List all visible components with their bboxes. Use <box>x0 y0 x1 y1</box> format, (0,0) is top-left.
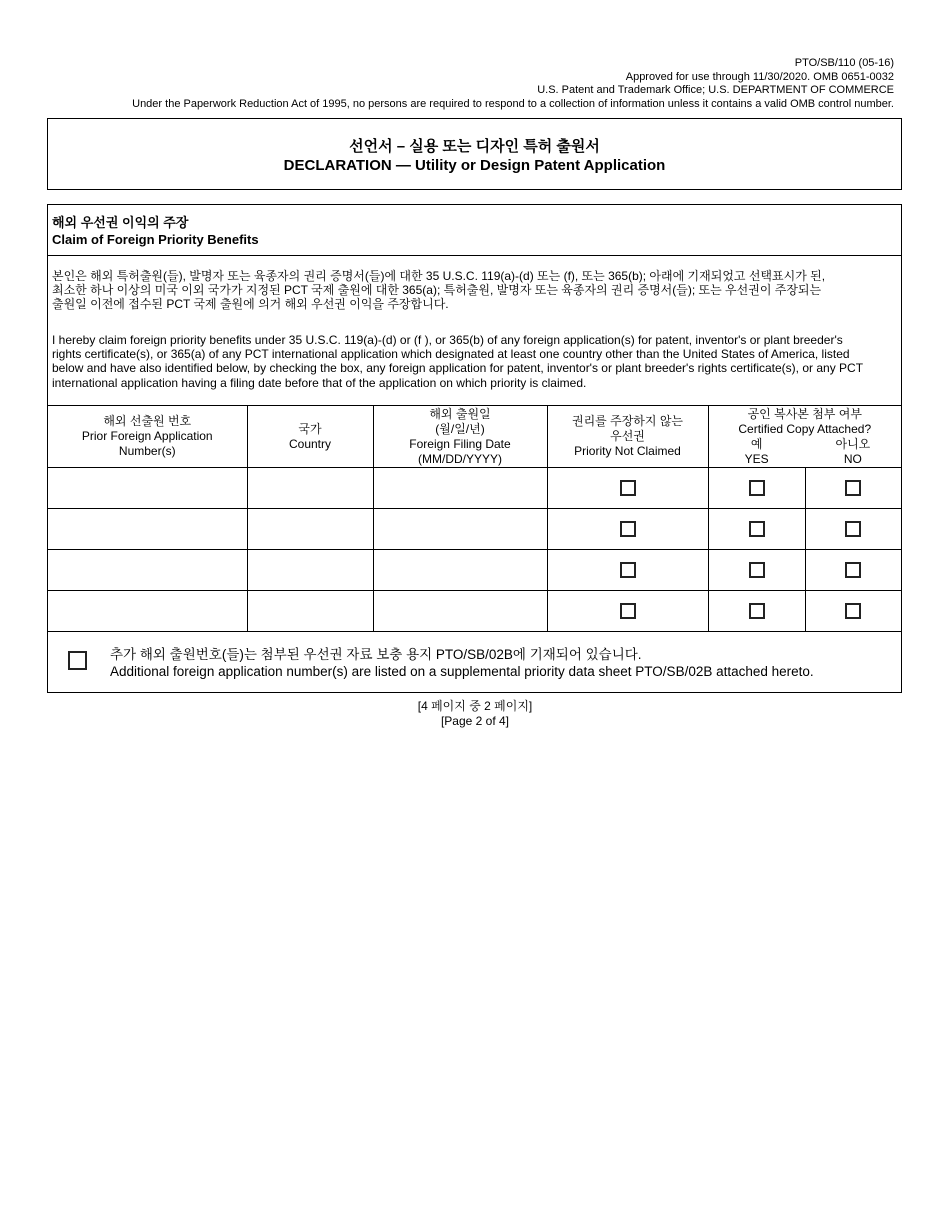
header-label: (월/일/년) <box>435 421 485 436</box>
country-field[interactable] <box>247 509 373 550</box>
title-english: DECLARATION — Utility or Design Patent Application <box>283 157 666 174</box>
additional-applications-row <box>48 630 901 692</box>
table-row <box>48 591 901 632</box>
header-label: Foreign Filing Date <box>409 436 511 451</box>
certified-yes-checkbox[interactable] <box>749 562 765 578</box>
paragraph-line: 최소한 하나 이상의 미국 이외 국가가 지정된 PCT 국제 출원에 대한 365(a); 특허출원, 발명자 또는 육종자의 권리 증명서(들); 또는 우선권이 주장되는 <box>52 283 822 298</box>
table-header-row <box>48 406 901 468</box>
table-row <box>48 468 901 509</box>
header-label: 공인 복사본 첨부 여부 <box>747 406 862 421</box>
col-header-priority-not-claimed <box>547 406 708 468</box>
header-label: (MM/DD/YYYY) <box>418 451 502 466</box>
priority-not-claimed-cell <box>547 591 708 632</box>
certified-no-cell <box>805 509 901 550</box>
yes-label: YES <box>744 451 769 466</box>
priority-not-claimed-checkbox[interactable] <box>620 562 636 578</box>
certified-yes-checkbox[interactable] <box>749 521 765 537</box>
header-label: 권리를 주장하지 않는 <box>572 414 683 428</box>
certified-yes-cell <box>708 591 805 632</box>
header-label: 해외 출원일 <box>429 406 491 421</box>
header-label: Certified Copy Attached? <box>738 421 872 436</box>
title-korean: 선언서 – 실용 또는 디자인 특허 출원서 <box>349 138 600 155</box>
yes-no-korean <box>709 437 902 452</box>
priority-table <box>48 405 901 632</box>
page-number-english: [Page 2 of 4] <box>440 714 510 728</box>
office-name: U.S. Patent and Trademark Office; U.S. DEPARTMENT OF COMMERCE <box>537 84 894 96</box>
certified-yes-cell <box>708 550 805 591</box>
application-number-field[interactable] <box>48 509 247 550</box>
form-header <box>34 57 894 111</box>
additional-applications-checkbox[interactable] <box>68 651 87 670</box>
col-header-application-number <box>48 406 247 468</box>
claim-paragraph-english <box>52 333 897 390</box>
additional-applications-text <box>110 646 814 680</box>
certified-no-checkbox[interactable] <box>845 603 861 619</box>
col-header-filing-date <box>373 406 547 468</box>
no-label: NO <box>843 451 862 466</box>
priority-not-claimed-cell <box>547 468 708 509</box>
title-box <box>47 118 902 190</box>
table-row <box>48 550 901 591</box>
header-label: Number(s) <box>118 444 176 458</box>
table-row <box>48 509 901 550</box>
header-label: 우선권 <box>610 429 645 443</box>
application-number-field[interactable] <box>48 550 247 591</box>
certified-no-cell <box>805 591 901 632</box>
yes-no-english <box>709 452 902 467</box>
section-heading <box>48 205 901 256</box>
certified-no-checkbox[interactable] <box>845 480 861 496</box>
certified-no-cell <box>805 468 901 509</box>
col-header-country <box>247 406 373 468</box>
additional-text-english: Additional foreign application number(s) are listed on a supplemental priority data sheet PTO/SB/02B attached hereto. <box>110 664 814 679</box>
foreign-priority-section <box>47 204 902 693</box>
claim-paragraph-korean <box>52 269 897 312</box>
country-field[interactable] <box>247 468 373 509</box>
header-label: Prior Foreign Application <box>81 429 213 443</box>
priority-not-claimed-checkbox[interactable] <box>620 521 636 537</box>
section-heading-english: Claim of Foreign Priority Benefits <box>52 232 259 247</box>
priority-not-claimed-checkbox[interactable] <box>620 603 636 619</box>
priority-not-claimed-cell <box>547 550 708 591</box>
header-label: Priority Not Claimed <box>574 444 681 458</box>
country-field[interactable] <box>247 591 373 632</box>
paragraph-line: international application having a filing date before that of the application on which priority is claimed. <box>52 375 587 390</box>
certified-yes-checkbox[interactable] <box>749 480 765 496</box>
form-number: PTO/SB/110 (05-16) <box>794 57 894 69</box>
certified-no-checkbox[interactable] <box>845 562 861 578</box>
application-number-field[interactable] <box>48 468 247 509</box>
filing-date-field[interactable] <box>373 509 547 550</box>
header-label: 해외 선출원 번호 <box>103 414 192 428</box>
yes-label-korean: 예 <box>750 436 763 451</box>
application-number-field[interactable] <box>48 591 247 632</box>
paperwork-notice: Under the Paperwork Reduction Act of 1995, no persons are required to respond to a collection of information unless it contains a valid OMB control number. <box>132 97 894 110</box>
header-label: 국가 <box>298 421 322 436</box>
col-header-certified-copy <box>708 406 901 468</box>
page-number-korean: [4 페이지 중 2 페이지] <box>417 699 533 713</box>
header-label: Country <box>288 436 332 451</box>
certified-no-cell <box>805 550 901 591</box>
section-heading-korean: 해외 우선권 이익의 주장 <box>52 215 189 230</box>
filing-date-field[interactable] <box>373 591 547 632</box>
priority-not-claimed-checkbox[interactable] <box>620 480 636 496</box>
filing-date-field[interactable] <box>373 468 547 509</box>
paragraph-line: 본인은 해외 특허출원(들), 발명자 또는 육종자의 권리 증명서(들)에 대한 35 U.S.C. 119(a)-(d) 또는 (f), 또는 365(b); 아래에 기재되었고 선택표시가 된, <box>52 269 826 283</box>
certified-yes-cell <box>708 468 805 509</box>
paragraph-line: I hereby claim foreign priority benefits under 35 U.S.C. 119(a)-(d) or (f ), or 365(b) of any foreign application(s) for patent, inventor's or plant breeder's <box>52 333 843 347</box>
additional-text-korean: 추가 해외 출원번호(들)는 첨부된 우선권 자료 보충 용지 PTO/SB/02B에 기재되어 있습니다. <box>110 647 642 662</box>
paragraph-line: rights certificate(s), or 365(a) of any PCT international application which designated at least one country other than the United States of America, listed <box>52 347 850 362</box>
paragraph-line: 출원일 이전에 접수된 PCT 국제 출원에 의거 해외 우선권 이익을 주장합니다. <box>52 297 449 312</box>
paragraph-line: below and have also identified below, by checking the box, any foreign application for patent, inventor's or plant breeder's rights certificate(s), or any PCT <box>52 361 864 376</box>
approval-notice: Approved for use through 11/30/2020. OMB 0651-0032 <box>625 70 894 83</box>
certified-yes-checkbox[interactable] <box>749 603 765 619</box>
country-field[interactable] <box>247 550 373 591</box>
page-number <box>0 699 950 729</box>
filing-date-field[interactable] <box>373 550 547 591</box>
priority-not-claimed-cell <box>547 509 708 550</box>
certified-yes-cell <box>708 509 805 550</box>
no-label-korean: 아니오 <box>835 436 871 451</box>
certified-no-checkbox[interactable] <box>845 521 861 537</box>
